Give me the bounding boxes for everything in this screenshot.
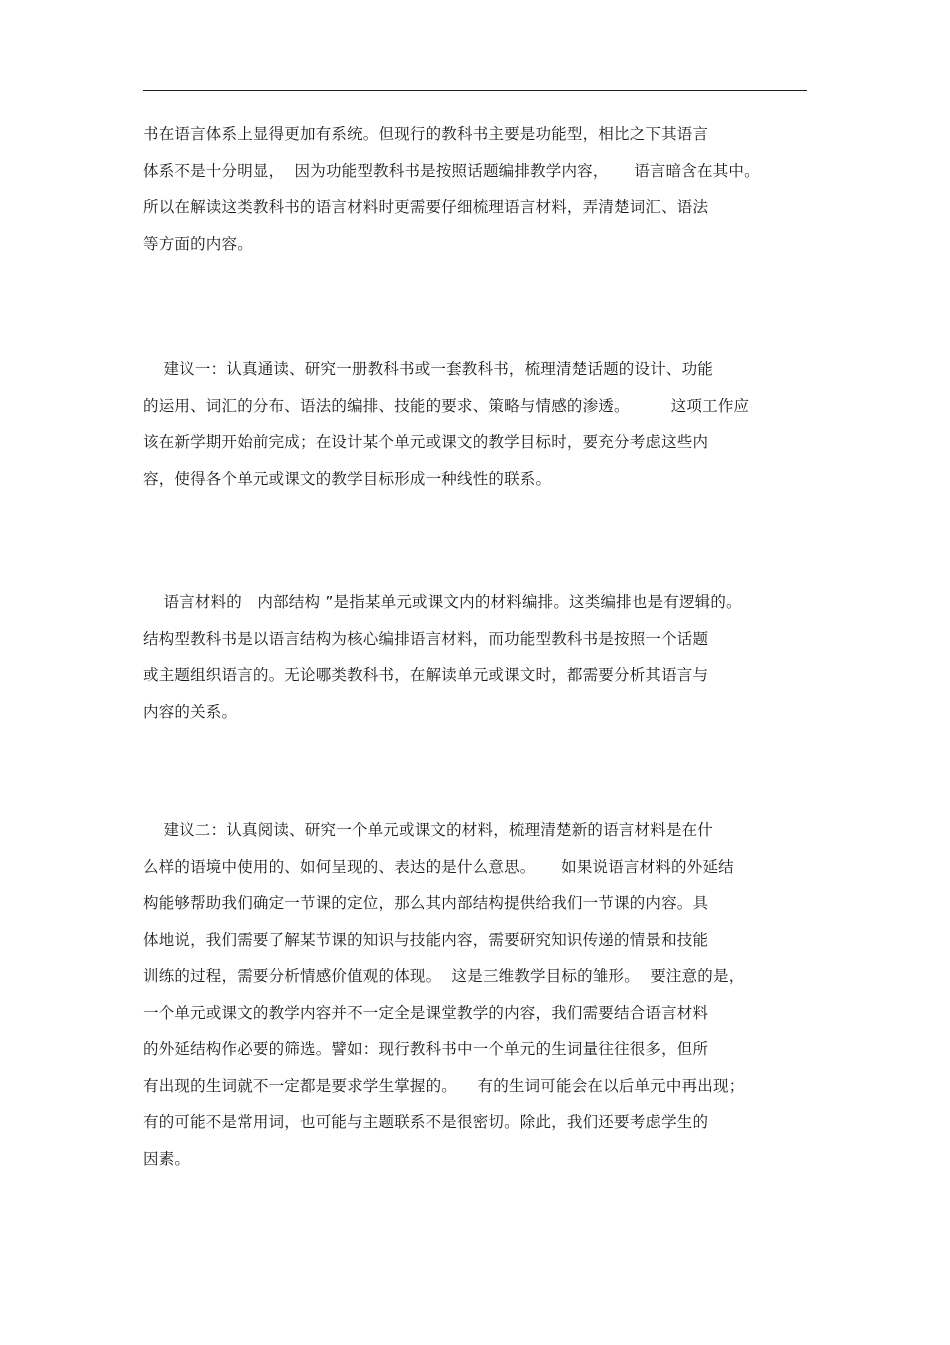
text-line: 内容的关系。 <box>143 702 238 721</box>
text-line: 构能够帮助我们确定一节课的定位，那么其内部结构提供给我们一节课的内容。具 <box>143 894 709 912</box>
paragraph-suggestion-one <box>143 351 807 497</box>
text-line: 的运用、词汇的分布、语法的编排、技能的要求、策略与情感的渗透。 这项工作应 <box>143 396 750 415</box>
text-line: 结构型教科书是以语言结构为核心编排语言材料，而功能型教科书是按照一个话题 <box>143 629 709 648</box>
text-line: 因素。 <box>143 1149 191 1168</box>
text-line: 体系不是十分明显， 因为功能型教科书是按照话题编排教学内容， 语言暗含在其中。 <box>143 161 760 180</box>
text-line: 语言材料的 内部结构 ”是指某单元或课文内的材料编排。这类编排也是有逻辑的。 <box>143 593 742 611</box>
text-line: 该在新学期开始前完成；在设计某个单元或课文的教学目标时，要充分考虑这些内 <box>143 433 709 451</box>
text-line: 等方面的内容。 <box>143 234 253 253</box>
text-line: 建议一：认真通读、研究一册教科书或一套教科书，梳理清楚话题的设计、功能 <box>143 360 714 378</box>
text-line: 容，使得各个单元或课文的教学目标形成一种线性的联系。 <box>143 469 552 488</box>
paragraph-suggestion-two <box>143 812 807 1177</box>
text-line: 所以在解读这类教科书的语言材料时更需要仔细梳理语言材料，弄清楚词汇、语法 <box>143 198 709 216</box>
text-line: 一个单元或课文的教学内容并不一定全是课堂教学的内容，我们需要结合语言材料 <box>143 1003 709 1022</box>
text-line: 建议二：认真阅读、研究一个单元或课文的材料，梳理清楚新的语言材料是在什 <box>143 821 714 839</box>
paragraph-intro <box>143 116 807 262</box>
text-line: 有的可能不是常用词，也可能与主题联系不是很密切。除此，我们还要考虑学生的 <box>143 1113 709 1131</box>
text-line: 的外延结构作必要的筛选。譬如：现行教科书中一个单元的生词量往往很多，但所 <box>143 1040 709 1058</box>
paragraph-internal-structure <box>143 584 807 730</box>
text-line: 书在语言体系上显得更加有系统。但现行的教科书主要是功能型，相比之下其语言 <box>143 125 709 143</box>
header-rule <box>143 90 807 91</box>
text-line: 训练的过程，需要分析情感价值观的体现。 这是三维教学目标的雏形。 要注意的是， <box>143 967 745 985</box>
text-line: 体地说，我们需要了解某节课的知识与技能内容，需要研究知识传递的情景和技能 <box>143 930 709 949</box>
text-line: 么样的语境中使用的、如何呈现的、表达的是什么意思。 如果说语言材料的外延结 <box>143 857 734 876</box>
text-line: 或主题组织语言的。无论哪类教科书，在解读单元或课文时，都需要分析其语言与 <box>143 666 709 684</box>
text-line: 有出现的生词就不一定都是要求学生掌握的。 有的生词可能会在以后单元中再出现； <box>143 1076 745 1095</box>
